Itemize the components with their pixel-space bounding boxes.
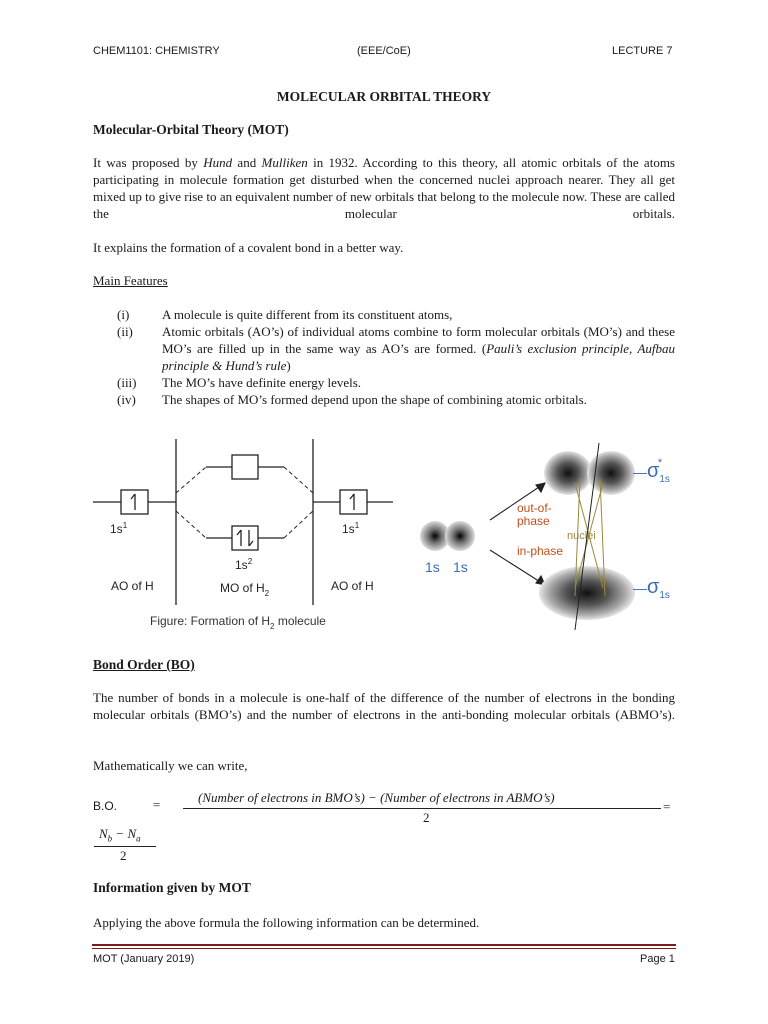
out-of-phase-label-1: out-of- xyxy=(517,501,552,515)
label-1s-right: 1s xyxy=(453,559,468,575)
nuclei-label: nuclei xyxy=(567,530,596,542)
intro-text-end: in 1932. According to this theory, all atomic orbitals of the atoms participating in molecule formation get disturbed when the concerned nuclei approach nearer. They all get mixed up to give rise to an equivalent number of new orbitals that belong to the molecule now. These are called the molecular orbitals. xyxy=(93,155,675,221)
label-1s-left: 1s xyxy=(425,559,440,575)
section-heading-mot: Molecular-Orbital Theory (MOT) xyxy=(93,122,289,137)
feature-principles: Pauli’s exclusion principle, Aufbau principle & Hund’s rule xyxy=(162,341,675,373)
figure-caption: Figure: Formation of $H_2$ molecule xyxy=(150,614,326,631)
atom-1s-right xyxy=(445,521,475,551)
equals-sign-1: = xyxy=(153,797,161,812)
feature-number: (iii) xyxy=(117,375,137,390)
nb-sub: b xyxy=(107,833,113,844)
antibonding-mo-box xyxy=(232,455,258,479)
short-fraction-bar xyxy=(94,846,156,847)
footer-rule-thick xyxy=(92,944,676,946)
intro-text-start: It was proposed by xyxy=(93,155,204,170)
header-course: CHEM1101: CHEMISTRY xyxy=(93,45,220,57)
paired-electrons-icon xyxy=(237,530,253,546)
sigma-star-label: $—\sigma_{1s}*$ xyxy=(633,457,670,485)
bonding-mo-box xyxy=(232,526,258,550)
feature-text: The shapes of MO’s formed depend upon the shape of combining atomic orbitals. xyxy=(162,392,587,407)
equals-sign-2: = xyxy=(663,799,671,814)
paren-close: ) xyxy=(286,358,291,373)
out-of-phase-label-2: phase xyxy=(517,514,550,528)
bonding-mo-label: $1s^2$ xyxy=(235,557,253,572)
feature-text-block xyxy=(162,323,675,374)
footer-left: MOT (January 2019) xyxy=(93,953,195,965)
short-formula-denominator: 2 xyxy=(120,848,127,863)
main-features-heading: Main Features xyxy=(93,273,168,288)
arrow-up-icon xyxy=(536,483,545,492)
feature-text: A molecule is quite different from its constituent atoms, xyxy=(162,307,453,322)
intro-text-and: and xyxy=(232,155,262,170)
bo-label: B.O. xyxy=(93,799,118,813)
right-electron-up-arrow-icon xyxy=(350,494,354,510)
paren-open: ( xyxy=(481,341,487,356)
sigma-label: $—\sigma_{1s}$ xyxy=(633,576,670,601)
page-number: Page 1 xyxy=(640,953,675,965)
orbital-overlap-figure xyxy=(415,438,680,633)
bonding-orbital xyxy=(539,566,635,620)
covalent-paragraph: It explains the formation of a covalent bond in a better way. xyxy=(93,240,404,255)
antibonding-lobe-right xyxy=(587,451,635,495)
feature-number: (iv) xyxy=(117,392,136,407)
in-phase-label: in-phase xyxy=(517,544,564,558)
na-sub: a xyxy=(136,833,141,844)
feature-text: The MO’s have definite energy levels. xyxy=(162,375,362,390)
feature-number: (i) xyxy=(117,307,130,322)
right-orbital-label: $1s^1$ xyxy=(342,521,360,536)
minus-sign: − xyxy=(112,826,128,841)
left-orbital-label: $1s^1$ xyxy=(110,521,128,536)
page-title: MOLECULAR ORBITAL THEORY xyxy=(276,89,492,104)
feature-number: (ii) xyxy=(117,324,133,339)
intro-paragraph xyxy=(93,154,675,239)
nb-symbol: N xyxy=(99,826,108,841)
formula-numerator: (Number of electrons in BMO’s) − (Number of electrons in ABMO’s) xyxy=(198,790,555,805)
name-hund: Hund xyxy=(203,155,233,170)
ao-right-caption: AO of H xyxy=(331,579,374,593)
header-program: (EEE/CoE) xyxy=(357,45,411,57)
formula-denominator: 2 xyxy=(423,810,430,825)
mo-caption: MO of $H_2$ xyxy=(220,581,270,598)
antibonding-lobe-left xyxy=(544,451,592,495)
na-symbol: N xyxy=(127,826,137,841)
math-intro: Mathematically we can write, xyxy=(93,758,248,773)
info-heading: Information given by MOT xyxy=(93,880,251,895)
left-electron-up-arrow-icon xyxy=(131,494,135,510)
bond-order-paragraph: The number of bonds in a molecule is one-half of the difference of the number of electrons in the bonding molecular orbitals (BMO’s) and the number of electrons in the anti-bonding molecular orbitals (ABMO’s). xyxy=(93,690,675,722)
footer-rule-thin xyxy=(92,948,676,949)
feature-text: Atomic orbitals (AO’s) of individual atoms combine to form molecular orbitals (MO’s) and these MO’s are filled up in the same way as AO’s are formed. xyxy=(162,324,675,356)
bond-order-heading: Bond Order (BO) xyxy=(93,657,195,672)
info-paragraph: Applying the above formula the following information can be determined. xyxy=(93,915,480,930)
ao-left-caption: AO of H xyxy=(111,579,154,593)
mo-energy-diagram xyxy=(88,435,408,635)
fraction-bar xyxy=(183,808,661,809)
short-formula-numerator xyxy=(99,826,141,844)
name-mulliken: Mulliken xyxy=(261,155,308,170)
header-lecture: LECTURE 7 xyxy=(612,45,673,57)
